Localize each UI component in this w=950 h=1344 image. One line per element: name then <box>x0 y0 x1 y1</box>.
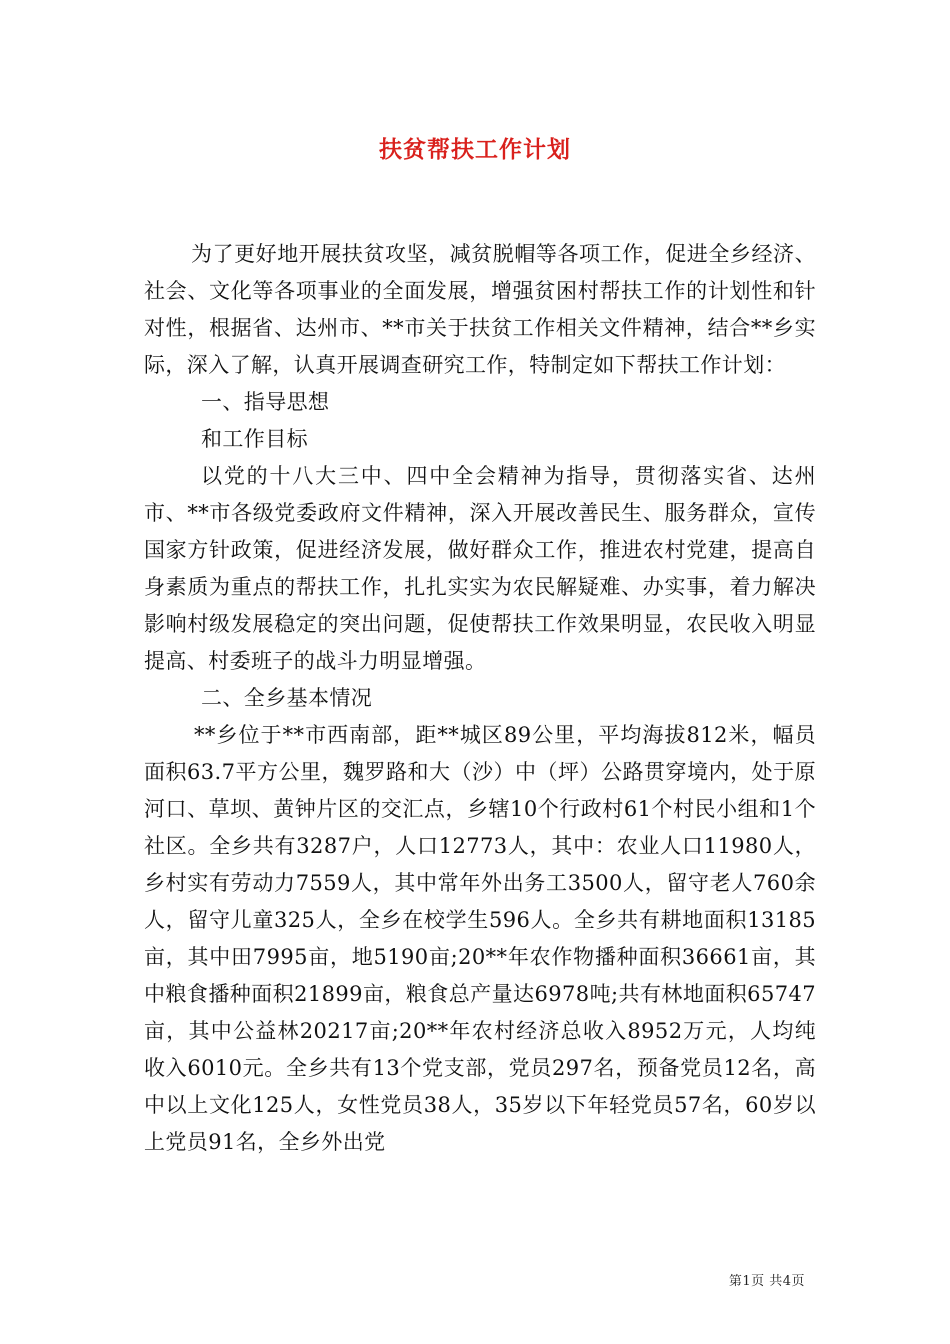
section-heading-continuation: 和工作目标 <box>201 427 308 451</box>
section-heading-guiding-ideology: 一、指导思想 <box>201 390 330 414</box>
page-number: 第1页 共4页 <box>728 1274 805 1289</box>
basic-situation-paragraph: **乡位于**市西南部，距**城区89公里，平均海拔812米，幅员面积63.7平方公里，魏罗路和大（沙）中（坪）公路贯穿境内，处于原河口、草坝、黄钟片区的交汇点，乡辖10个行政村61个村民小组和1个社区。全乡共有3287户，人口12773人，其中：农业人口11980人，乡村实有劳动力7559人，其中常年外出务工3500人，留守老人760余人，留守儿童325人，全乡在校学生596人。全乡共有耕地面积13185亩，其中田7995亩，地5190亩;20**年农作物播种面积36661亩，其中粮食播种面积21899亩，粮食总产量达6978吨;共有林地面积65747亩，其中公益林20217亩;20**年农村经济总收入8952万元，人均纯收入6010元。全乡共有13个党支部，党员297名，预备党员12名，高中以上文化125人，女性党员38人，35岁以下年轻党员57名，60岁以上党员91名，全乡外出党 <box>144 723 816 1154</box>
document-title: 扶贫帮扶工作计划 <box>379 136 571 163</box>
intro-paragraph: 为了更好地开展扶贫攻坚，减贫脱帽等各项工作，促进全乡经济、社会、文化等各项事业的全面发展，增强贫困村帮扶工作的计划性和针对性，根据省、达州市、**市关于扶贫工作相关文件精神，结合**乡实际，深入了解，认真开展调查研究工作，特制定如下帮扶工作计划： <box>144 242 816 377</box>
document-body <box>144 236 816 1161</box>
guiding-ideology-paragraph: 以党的十八大三中、四中全会精神为指导，贯彻落实省、达州市、**市各级党委政府文件精神，深入开展改善民生、服务群众，宣传国家方针政策，促进经济发展，做好群众工作，推进农村党建，提高自身素质为重点的帮扶工作，扎扎实实为农民解疑难、办实事，着力解决影响村级发展稳定的突出问题，促使帮扶工作效果明显，农民收入明显提高、村委班子的战斗力明显增强。 <box>144 464 816 673</box>
section-heading-basic-situation: 二、全乡基本情况 <box>201 686 373 710</box>
